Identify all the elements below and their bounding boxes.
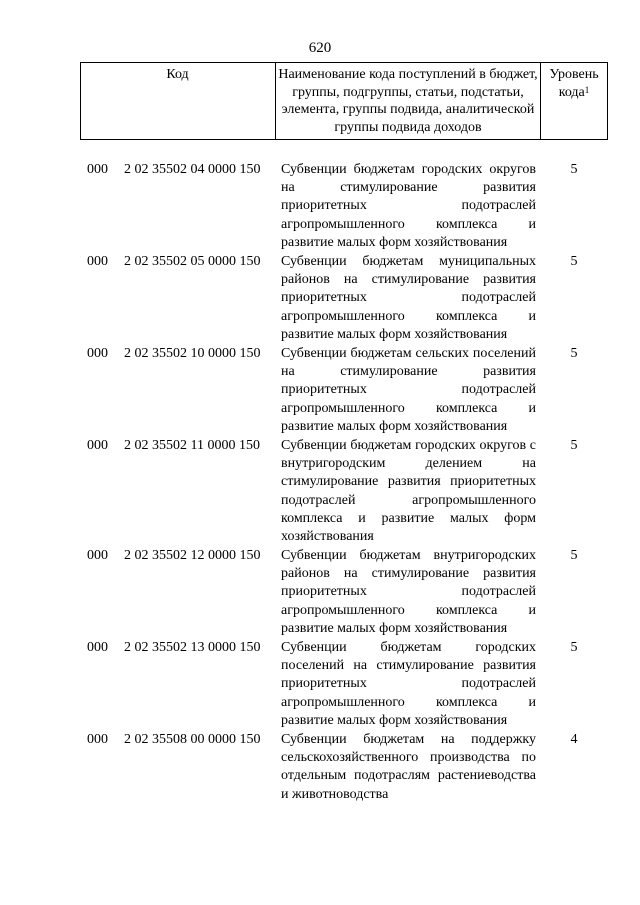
row-income-code: 2 02 35502 10 0000 150 — [124, 346, 261, 361]
row-admin-code: 000 — [87, 254, 108, 269]
header-level-label: Уровень код — [549, 67, 599, 100]
header-name: Наименование кода поступлений в бюджет, группы, подгруппы, статьи, подстатьи, элемента, группы подвида, аналитической группы подвида доходов — [278, 67, 538, 135]
row-admin-code: 000 — [87, 346, 108, 361]
row-income-code: 2 02 35502 12 0000 150 — [124, 548, 261, 563]
row-income-code: 2 02 35508 00 0000 150 — [124, 732, 261, 747]
row-admin-code: 000 — [87, 438, 108, 453]
row-income-code: 2 02 35502 11 0000 150 — [124, 438, 260, 453]
table-header — [80, 62, 608, 140]
row-code-level: 5 — [570, 162, 578, 177]
row-income-name: Субвенции бюджетам муниципальных районов на стимулирование развития приоритетных подотраслей агропромышленного комплекса и развитие малых форм хозяйствования — [281, 254, 536, 342]
row-code-level: 5 — [570, 640, 578, 655]
row-admin-code: 000 — [87, 640, 108, 655]
header-code: Код — [166, 67, 189, 82]
row-admin-code: 000 — [87, 732, 108, 747]
header-level-footnote: 1 — [584, 84, 590, 95]
row-code-level: 5 — [570, 438, 578, 453]
row-income-code: 2 02 35502 05 0000 150 — [124, 254, 261, 269]
row-income-name: Субвенции бюджетам городских поселений на стимулирование развития приоритетных подотраслей агропромышленного комплекса и развитие малых форм хозяйствования — [281, 640, 536, 728]
header-level-suffix: а — [578, 84, 585, 100]
row-admin-code: 000 — [87, 162, 108, 177]
row-income-name: Субвенции бюджетам внутригородских районов на стимулирование развития приоритетных подотраслей агропромышленного комплекса и развитие малых форм хозяйствования — [281, 548, 536, 636]
row-income-name: Субвенции бюджетам городских округов с внутригородским делением на стимулирование развития приоритетных подотраслей агропромышленного комплекса и развитие малых форм хозяйствования — [281, 438, 536, 545]
page-number: 620 — [308, 40, 332, 56]
row-code-level: 5 — [570, 346, 578, 361]
row-code-level: 4 — [570, 732, 578, 747]
row-income-code: 2 02 35502 04 0000 150 — [124, 162, 261, 177]
header-level — [541, 66, 607, 101]
row-code-level: 5 — [570, 254, 578, 269]
row-code-level: 5 — [570, 548, 578, 563]
header-border-right — [607, 63, 608, 139]
row-income-code: 2 02 35502 13 0000 150 — [124, 640, 261, 655]
row-income-name: Субвенции бюджетам на поддержку сельскохозяйственного производства по отдельным подотраслям растениеводства и животноводства — [281, 732, 536, 802]
row-income-name: Субвенции бюджетам сельских поселений на стимулирование развития приоритетных подотраслей агропромышленного комплекса и развитие малых форм хозяйствования — [281, 346, 536, 434]
row-admin-code: 000 — [87, 548, 108, 563]
row-income-name: Субвенции бюджетам городских округов на стимулирование развития приоритетных подотраслей агропромышленного комплекса и развитие малых форм хозяйствования — [281, 162, 536, 250]
